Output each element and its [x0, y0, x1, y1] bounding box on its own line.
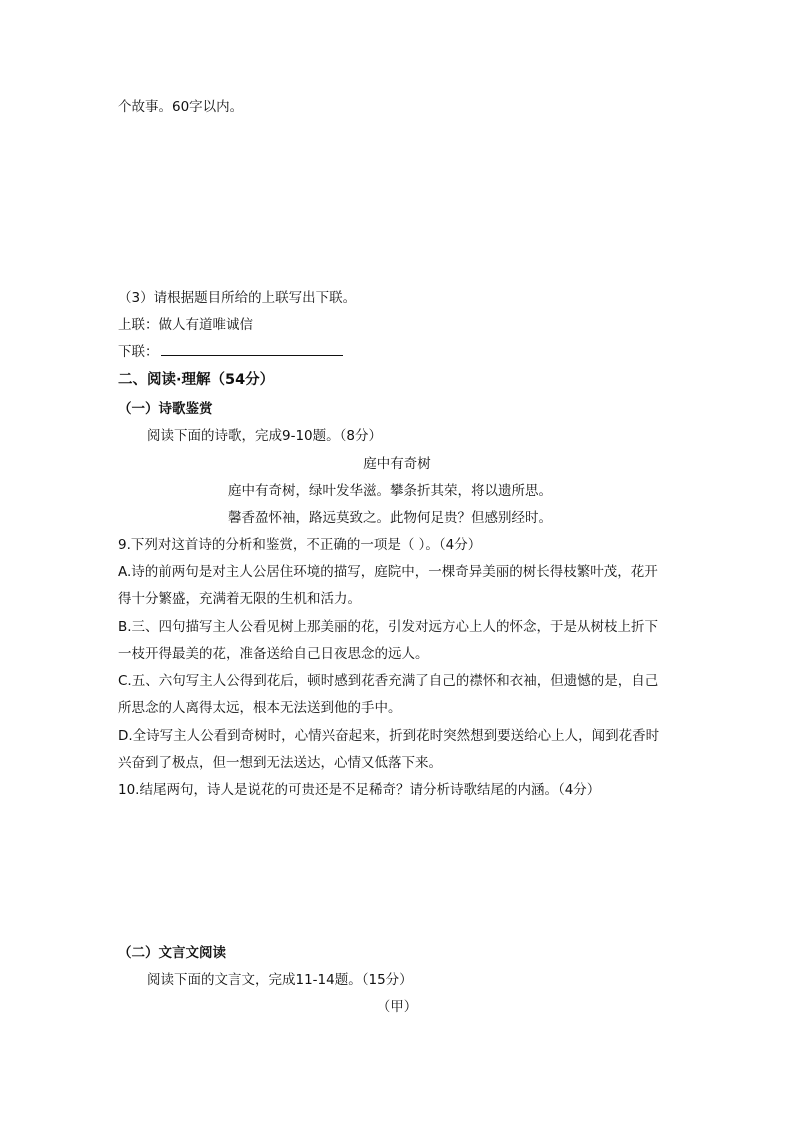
poem-title: 庭中有奇树	[363, 456, 431, 472]
q10-stem: 10.结尾两句，诗人是说花的可贵还是不足稀奇？请分析诗歌结尾的内涵。（4分）	[118, 782, 601, 798]
q9-option-c-line1: C.五、六句写主人公得到花后，顿时感到花香充满了自己的襟怀和衣袖，但遗憾的是，自己	[118, 673, 659, 689]
poetry-section-title: （一）诗歌鉴赏	[118, 401, 213, 417]
continued-question-text: 个故事。60字以内。	[118, 99, 244, 115]
q9-option-d-line1: D.全诗写主人公看到奇树时，心情兴奋起来，折到花时突然想到要送给心上人，闻到花香时	[118, 728, 660, 744]
poetry-instruction: 阅读下面的诗歌，完成9-10题。（8分）	[147, 428, 382, 444]
q9-option-d-line2: 兴奋到了极点，但一想到无法送达，心情又低落下来。	[118, 755, 442, 771]
q9-option-c-line2: 所思念的人离得太远，根本无法送到他的手中。	[118, 700, 402, 716]
q3-answer-blank[interactable]	[161, 341, 343, 356]
passage-part-label: （甲）	[376, 999, 418, 1015]
q9-option-b-line1: B.三、四句描写主人公看见树上那美丽的花，引发对远方心上人的怀念，于是从树枝上折下	[118, 619, 659, 635]
poem-line-2: 馨香盈怀袖，路远莫致之。此物何足贵？但感别经时。	[228, 510, 552, 526]
q9-option-a-line2: 得十分繁盛，充满着无限的生机和活力。	[118, 591, 361, 607]
q9-option-b-line2: 一枝开得最美的花，准备送给自己日夜思念的远人。	[118, 646, 429, 662]
q3-prompt: （3）请根据题目所给的上联写出下联。	[118, 290, 357, 306]
classical-chinese-section-title: （二）文言文阅读	[118, 945, 226, 961]
q9-stem: 9.下列对这首诗的分析和鉴赏，不正确的一项是（ ）。（4分）	[118, 537, 482, 553]
q3-upper-couplet: 上联：做人有道唯诚信	[118, 317, 253, 333]
classical-chinese-instruction: 阅读下面的文言文，完成11-14题。（15分）	[147, 972, 413, 988]
q3-lower-label: 下联：	[118, 344, 159, 360]
poem-line-1: 庭中有奇树，绿叶发华滋。攀条折其荣，将以遗所思。	[228, 483, 552, 499]
q3-lower-couplet	[118, 341, 343, 362]
q9-option-a-line1: A.诗的前两句是对主人公居住环境的描写，庭院中，一棵奇异美丽的树长得枝繁叶茂，花开	[118, 564, 658, 580]
section-2-title: 二、阅读·理解（54分）	[118, 372, 275, 388]
